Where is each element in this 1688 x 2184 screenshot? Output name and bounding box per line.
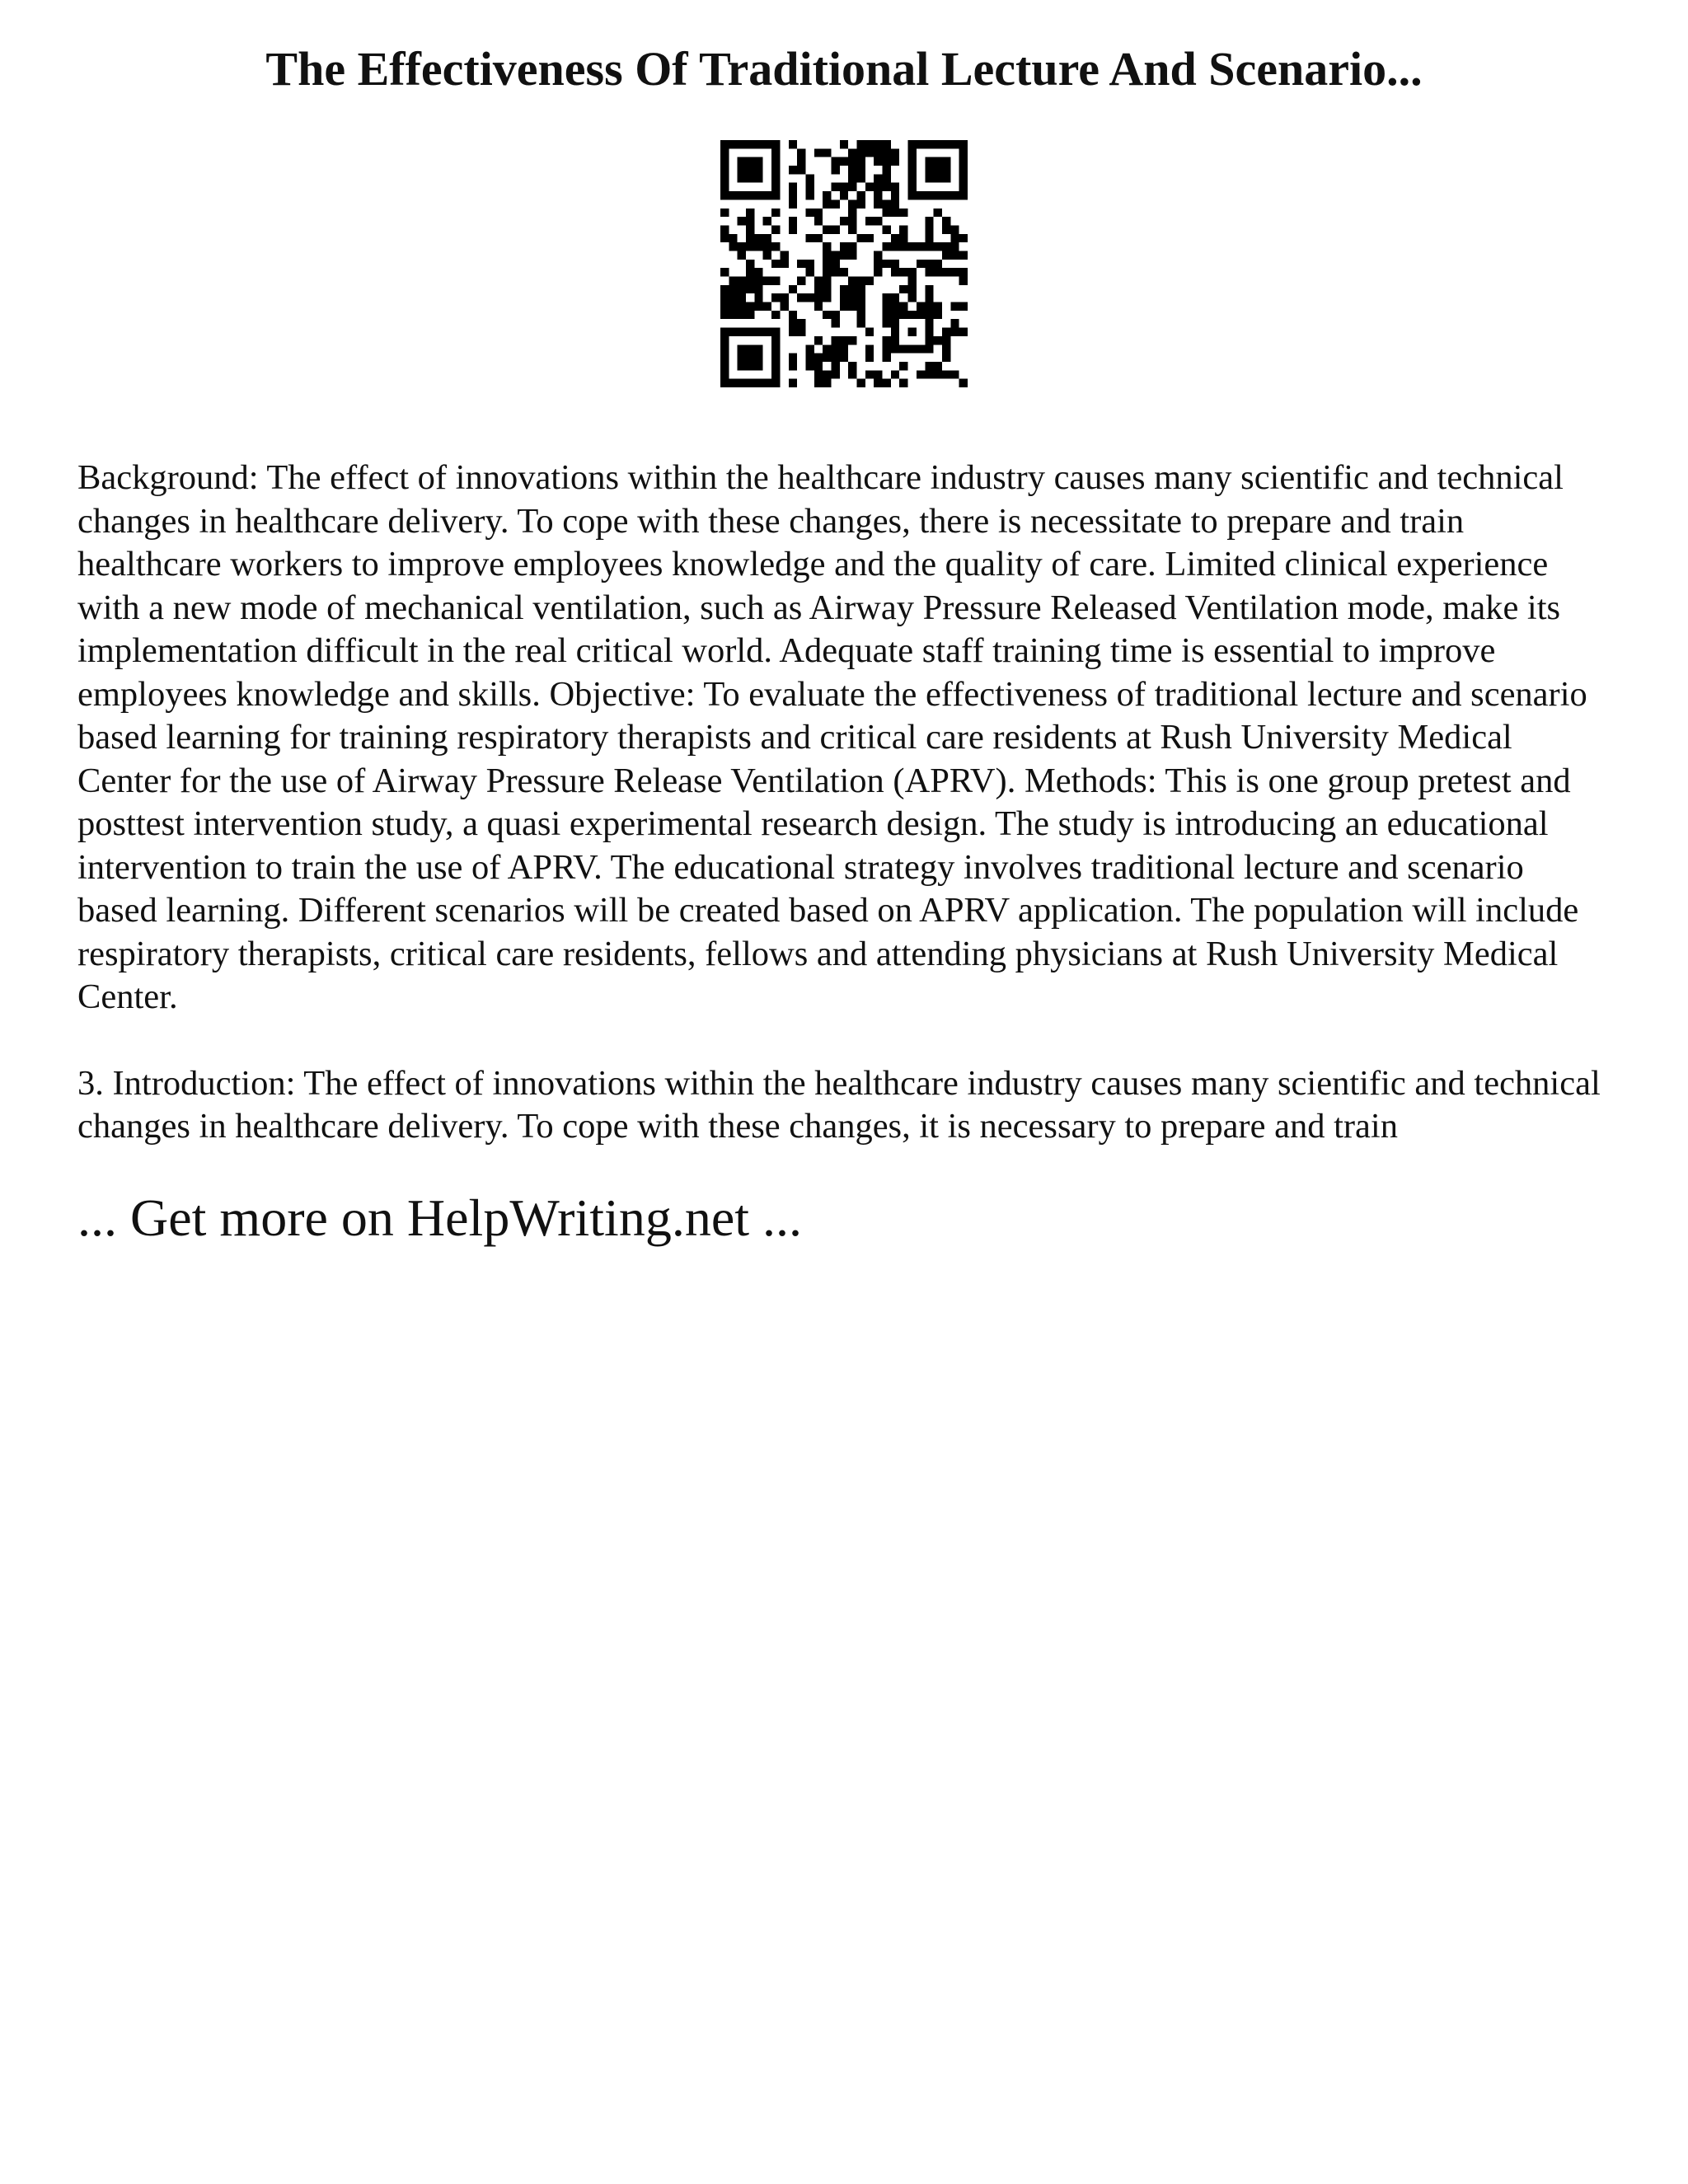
qr-code-icon: [720, 140, 968, 387]
document-title: The Effectiveness Of Traditional Lecture And Scenario...: [265, 42, 1423, 96]
qr-code-container: [77, 140, 1611, 396]
abstract-paragraph: Background: The effect of innovations within the healthcare industry causes many scientific and technical changes in healthcare delivery. To cope with these changes, there is necessitate to prepare and train healthcare workers to improve employees knowledge and the quality of care. Limited clinical experience with a new mode of mechanical ventilation, such as Airway Pressure Released Ventilation mode, make its implementation difficult in the real critical world. Adequate staff training time is essential to improve employees knowledge and skills. Objective: To evaluate the effectiveness of traditional lecture and scenario based learning for training respiratory therapists and critical care residents at Rush University Medical Center for the use of Airway Pressure Release Ventilation (APRV). Methods: This is one group pretest and posttest intervention study, a quasi experimental research design. The study is introducing an educational intervention to train the use of APRV. The educational strategy involves traditional lecture and scenario based learning. Different scenarios will be created based on APRV application. The population will include respiratory therapists, critical care residents, fellows and attending physicians at Rush University Medical Center.: [77, 458, 1587, 1016]
introduction-paragraph: 3. Introduction: The effect of innovations within the healthcare industry causes many scientific and technical changes in healthcare delivery. To cope with these changes, it is necessary to prepare and train: [77, 1063, 1601, 1146]
get-more-link[interactable]: ... Get more on HelpWriting.net ...: [77, 1188, 802, 1247]
